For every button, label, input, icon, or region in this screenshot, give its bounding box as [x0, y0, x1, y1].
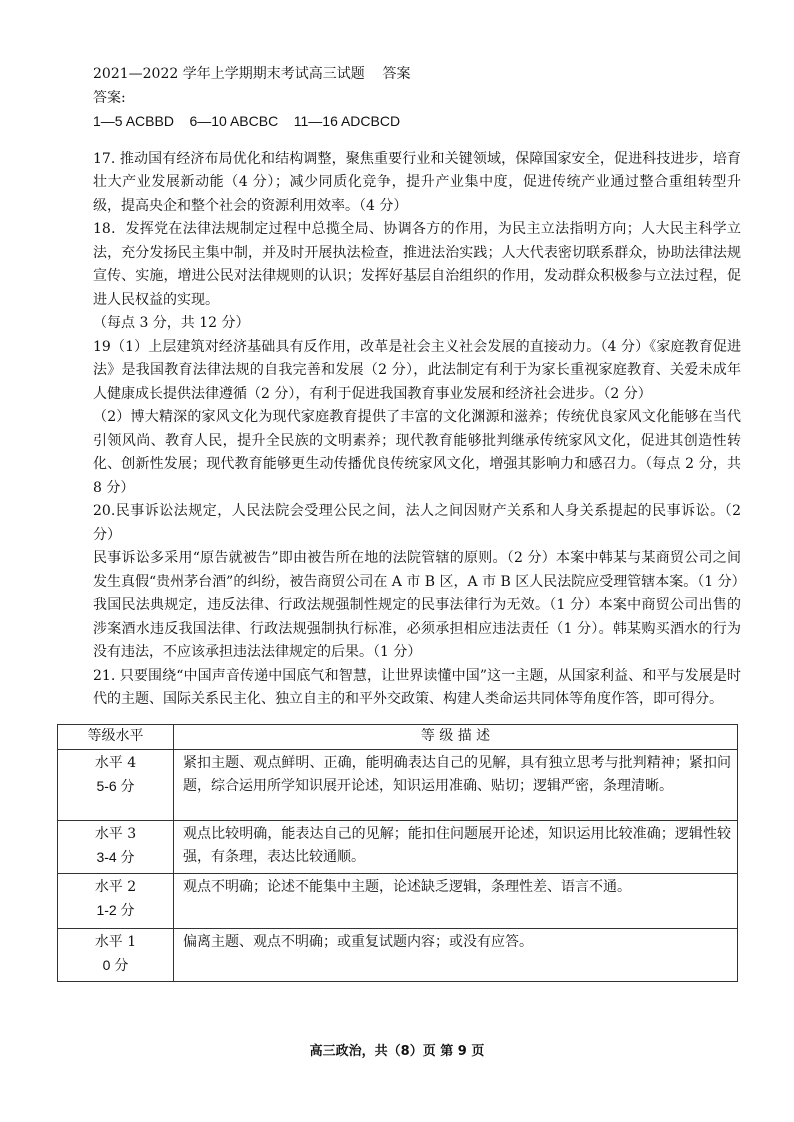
level-cell: [58, 821, 174, 874]
level-description: 观点比较明确，能表达自己的见解；能扣住问题展开论述，知识运用比较准确；逻辑性较强，有条理，表达比较通顺。: [174, 821, 738, 874]
table-row: [58, 750, 738, 821]
level-cell: [58, 874, 174, 929]
level-score: 0 分: [102, 957, 129, 973]
answers-label: 答案:: [93, 89, 126, 106]
level-score: 1-2 分: [96, 902, 135, 918]
grade-table: [57, 724, 738, 982]
answer-q19-part1: 19（1）上层建筑对经济基础具有反作用，改革是社会主义社会发展的直接动力。（4 分）《家庭教育促进法》是我国教育法律法规的自我完善和发展（2 分），此法制定有利于为家长重视家庭教育、关爱未成年人健康成长提供法律遵循（2 分），有利于促进我国教育事业发展和经济社会进步。（2 分）: [93, 338, 741, 402]
header-description: 等 级 描 述: [174, 725, 738, 750]
answer-content: [93, 63, 746, 712]
answer-q19-part2: （2）博大精深的家风文化为现代家庭教育提供了丰富的文化渊源和滋养；传统优良家风文化能够在当代引领风尚、教育人民，提升全民族的文明素养；现代教育能够批判继承传统家风文化，促进其创造性转化、创新性发展；现代教育能够更生动传播优良传统家风文化，增强其影响力和感召力。（每点 2 分，共 8 分）: [93, 409, 741, 496]
level-score: 5-6 分: [96, 778, 135, 794]
level-score: 3-4 分: [96, 849, 135, 865]
level-description: 观点不明确；论述不能集中主题，论述缺乏逻辑，条理性差、语言不通。: [174, 874, 738, 929]
header-level: 等级水平: [58, 725, 174, 750]
answer-q20-p1: 20.民事诉讼法规定，人民法院会受理公民之间，法人之间因财产关系和人身关系提起的民事诉讼。（2 分）: [93, 503, 741, 543]
answer-q21: 21. 只要围绕“中国声音传递中国底气和智慧，让世界读懂中国”这一主题，从国家利益、和平与发展是时代的主题、国际关系民主化、独立自主的和平外交政策、构建人类命运共同体等角度作答，即可得分。: [93, 667, 741, 707]
level-label: 水平 4: [94, 755, 137, 771]
level-label: 水平 2: [94, 879, 137, 895]
answer-q20-p2: 民事诉讼多采用“原告就被告”即由被告所在地的法院管辖的原则。（2 分）本案中韩某与某商贸公司之间发生真假“贵州茅台酒”的纠纷，被告商贸公司在 A 市 B 区，A 市 B 区人民法院应受理管辖本案。（1 分）: [93, 550, 746, 590]
table-row: [58, 874, 738, 929]
answer-q18: 18．发挥党在法律法规制定过程中总揽全局、协调各方的作用，为民主立法指明方向；人大民主科学立法，充分发扬民主集中制，并及时开展执法检查，推进法治实践；人大代表密切联系群众，协助法律法规宣传、实施，增进公民对法律规则的认识；发挥好基层自治组织的作用，发动群众积极参与立法过程，促进人民权益的实现。: [93, 221, 741, 308]
table-row: [58, 929, 738, 982]
grade-table-header: [58, 725, 738, 750]
answer-q18-score: （每点 3 分，共 12 分）: [93, 315, 250, 331]
level-description: 偏离主题、观点不明确；或重复试题内容；或没有应答。: [174, 929, 738, 982]
level-cell: [58, 929, 174, 982]
answer-q20-p3: 我国民法典规定，违反法律、行政法规强制性规定的民事法律行为无效。（1 分）本案中商贸公司出售的涉案酒水违反我国法律、行政法规强制执行标准，必须承担相应违法责任（1 分）。韩某购买酒水的行为没有违法，不应该承担违法法律规定的后果。（1 分）: [93, 597, 741, 660]
choice-answers: 1—5 ACBBD 6—10 ABCBC 11—16 ADCBCD: [93, 113, 401, 129]
table-row: [58, 821, 738, 874]
page-footer: 高三政治，共（8）页 第 9 页: [309, 1044, 485, 1059]
level-cell: [58, 750, 174, 821]
answer-q17: 17. 推动国有经济布局优化和结构调整，聚焦重要行业和关键领域，保障国家安全，促进科技进步，培育壮大产业发展新动能（4 分）；减少同质化竞争，提升产业集中度，促进传统产业通过整合重组转型升级，提高央企和整个社会的资源利用效率。（4 分）: [93, 150, 741, 214]
level-description: 紧扣主题、观点鲜明、正确，能明确表达自己的见解，具有独立思考与批判精神；紧扣问题，综合运用所学知识展开论述，知识运用准确、贴切；逻辑严密，条理清晰。: [174, 750, 738, 821]
level-label: 水平 3: [94, 826, 137, 842]
spacer: [93, 134, 741, 148]
level-label: 水平 1: [94, 934, 137, 950]
page-title: 2021—2022 学年上学期期末考试高三试题 答案: [93, 66, 411, 82]
